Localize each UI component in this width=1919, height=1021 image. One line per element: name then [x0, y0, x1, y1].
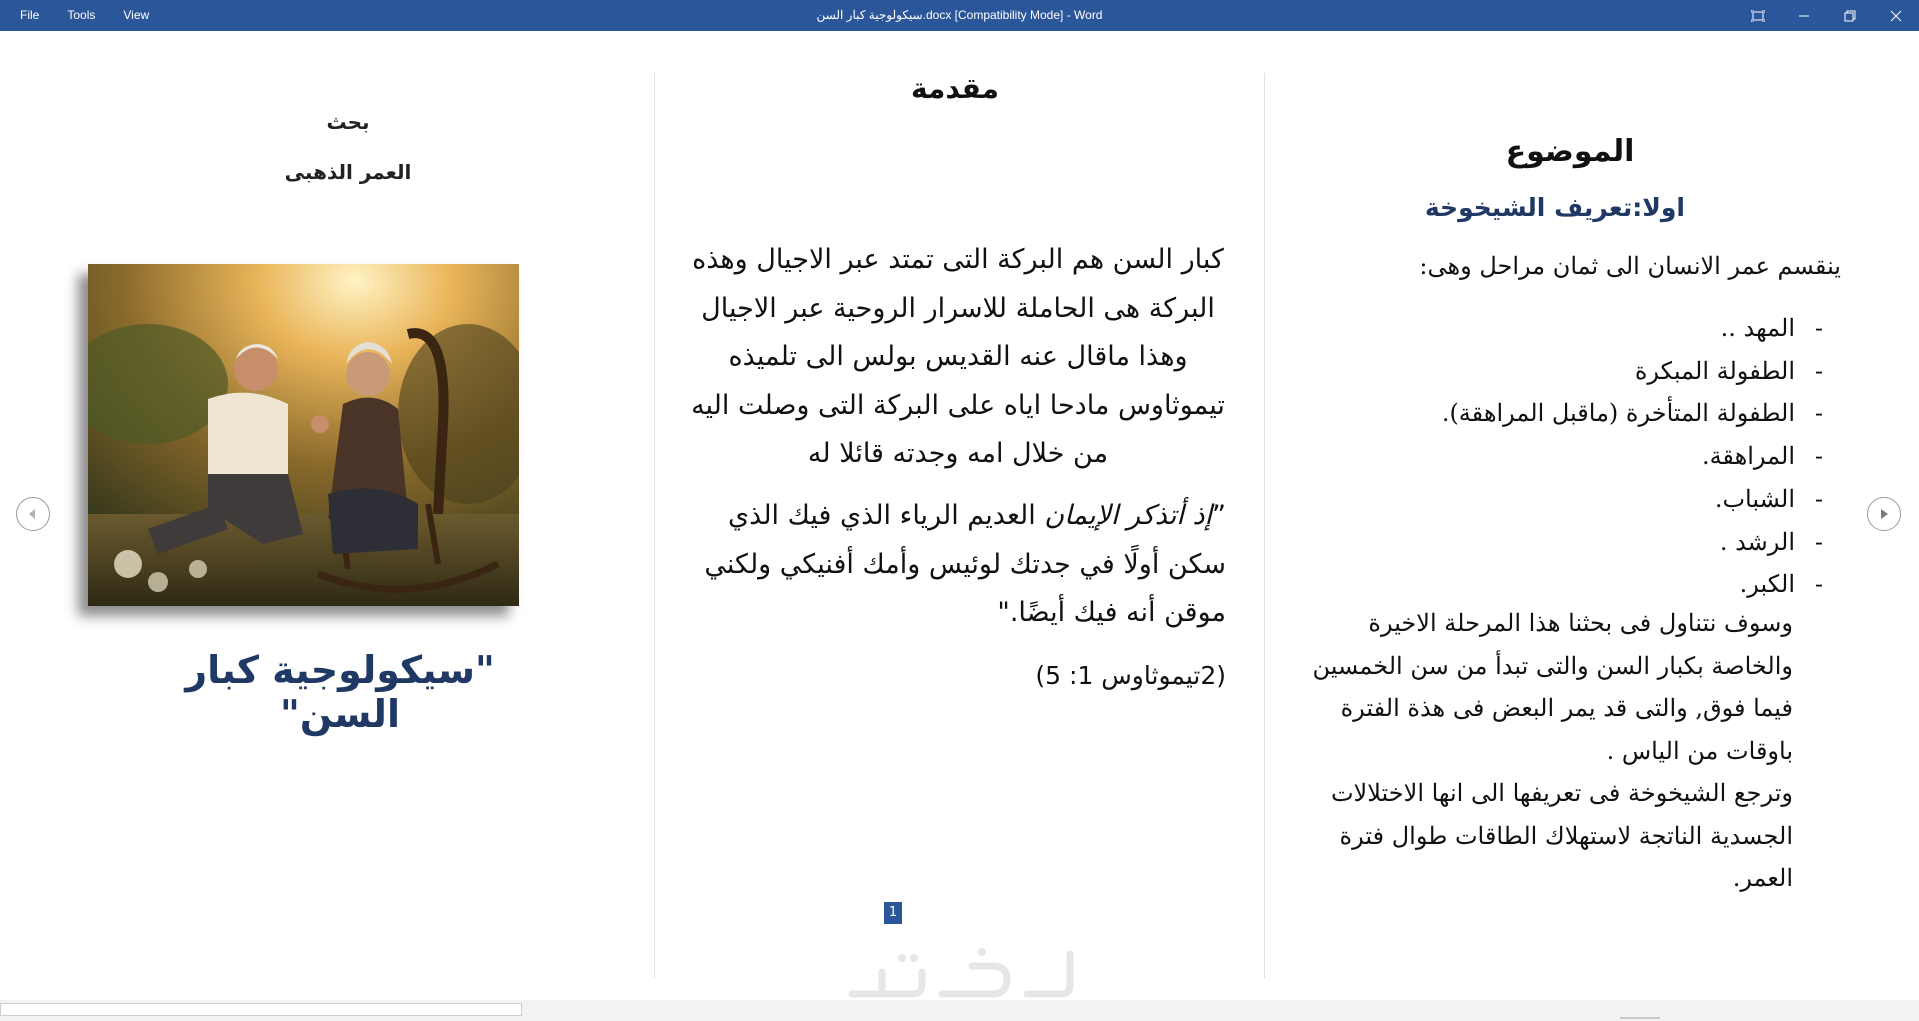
- cover-photo: [88, 264, 519, 606]
- list-item: - الرشد .: [1380, 521, 1823, 564]
- minimize-icon[interactable]: [1781, 0, 1827, 31]
- window-controls: [1735, 0, 1919, 31]
- list-item: - الطفولة المتأخرة (ماقبل المراهقة).: [1380, 392, 1823, 435]
- list-item: - الشباب.: [1380, 478, 1823, 521]
- cover-line-research: بحث: [326, 110, 370, 134]
- intro-paragraph: كبار السن هم البركة التى تمتد عبر الاجيال وهذه البركة هى الحاملة للاسرار الروحية عبر الاجيال وهذا ماقال عنه القديس بولس الى تلميذه تيموثاوس مادحا اياه على البركة التى وصلت اليه من خلال امه وجدته قائلا له: [691, 244, 1225, 469]
- cover-line-golden-age: العمر الذهبى: [284, 160, 412, 184]
- next-page-button[interactable]: [1867, 497, 1901, 531]
- verse-italic: إذ أتذكر الإيمان: [1044, 500, 1212, 531]
- menu-tools[interactable]: Tools: [67, 8, 96, 22]
- cover-title: "سيكولوجية كبار السن": [185, 648, 495, 736]
- page-divider: [654, 73, 655, 978]
- title-bar: [0, 0, 1919, 31]
- verse-rest: العديم الرياء الذي فيك الذي سكن أولًا في جدتك لوئيس وأمك أفنيكي ولكني موقن أنه فيك أيضًا.": [704, 500, 1226, 628]
- restore-icon[interactable]: [1827, 0, 1873, 31]
- topic-title: الموضوع: [1505, 134, 1635, 169]
- scroll-indicator: [1620, 1017, 1660, 1019]
- stages-intro: ينقسم عمر الانسان الى ثمان مراحل وهى:: [1419, 252, 1841, 280]
- page-number: 1: [884, 902, 902, 924]
- horizontal-scrollbar[interactable]: [0, 1003, 522, 1016]
- list-item: - المهد ..: [1380, 307, 1823, 350]
- page-divider: [1264, 73, 1265, 978]
- list-item: - الكبر.: [1380, 563, 1823, 606]
- verse-open-quote: ”: [1212, 500, 1226, 531]
- bible-verse: [686, 492, 1226, 638]
- watermark-logo: [842, 944, 1076, 1002]
- menu-file[interactable]: File: [20, 8, 40, 22]
- previous-page-icon: [27, 508, 39, 520]
- previous-page-button[interactable]: [16, 497, 50, 531]
- close-icon[interactable]: [1873, 0, 1919, 31]
- intro-title: مقدمة: [911, 72, 999, 105]
- menu-view[interactable]: View: [123, 8, 150, 22]
- topic-paragraph-2: وترجع الشيخوخة فى تعريفها الى انها الاختلالات الجسدية الناتجة لاستهلاك الطاقات طوال فترة العمر.: [1330, 779, 1793, 892]
- fit-screen-icon[interactable]: [1735, 0, 1781, 31]
- definition-heading: اولا:تعريف الشيخوخة: [1424, 193, 1685, 222]
- list-item: - المراهقة.: [1380, 435, 1823, 478]
- window-title: سيكولوجية كبار السن.docx [Compatibility Mode] - Word: [816, 8, 1103, 22]
- elderly-couple-image: [88, 264, 519, 606]
- verse-reference: (2تيموثاوس 1: 5): [1035, 661, 1226, 690]
- topic-paragraph-1: وسوف نتناول فى بحثنا هذا المرحلة الاخيرة والخاصة بكبار السن والتى تبدأ من سن الخمسين فيما فوق, والتى قد يمر البعض فى هذة الفترة باوقات من الياس .: [1312, 609, 1793, 765]
- life-stages-list: [1380, 307, 1823, 606]
- next-page-icon: [1878, 508, 1890, 520]
- list-item: - الطفولة المبكرة: [1380, 350, 1823, 393]
